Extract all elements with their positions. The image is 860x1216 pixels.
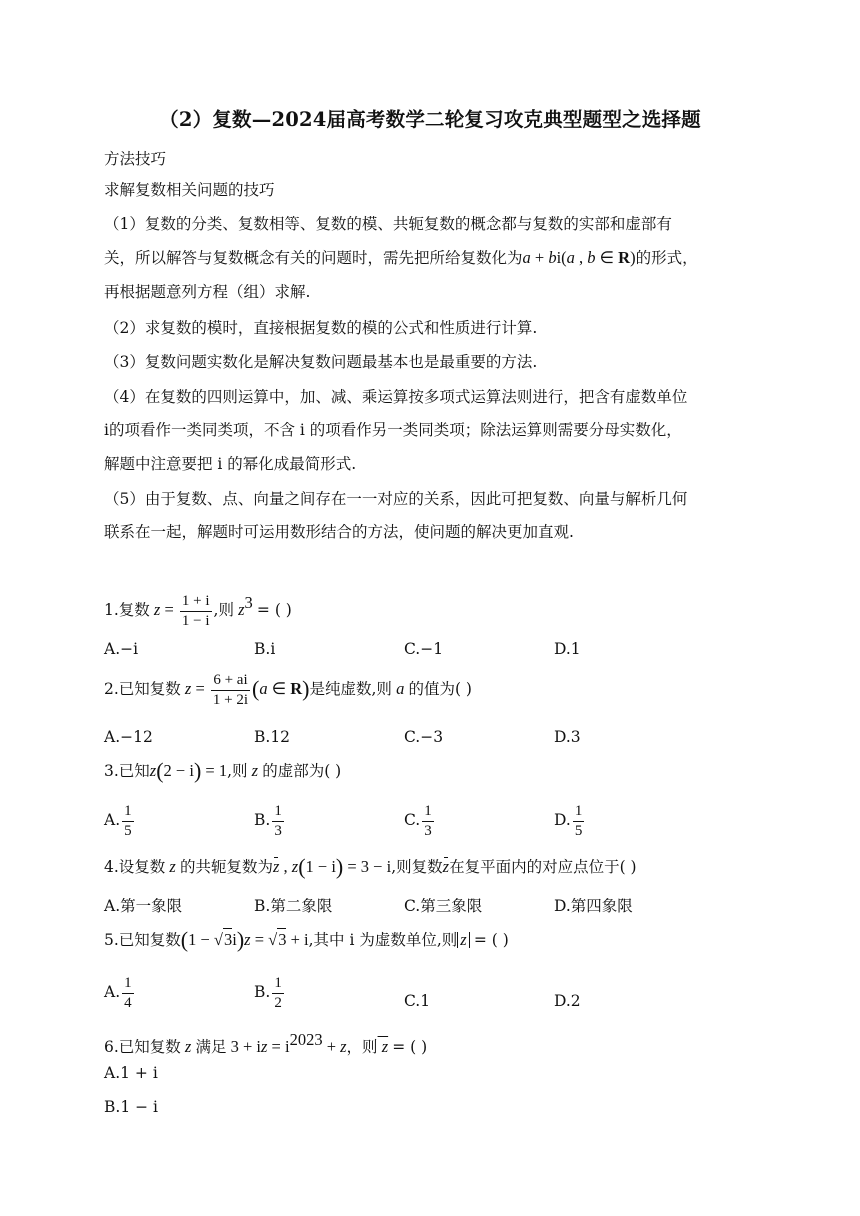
option-b[interactable]: B.12 [254, 728, 291, 746]
fraction: $\frac{1 + i}{1 - i}$ [181, 592, 210, 629]
page-title: （2）复数—2024届高考数学二轮复习攻克典型题型之选择题 [159, 108, 701, 131]
tip-1-line-1: （1）复数的分类、复数相等、复数的模、共轭复数的概念都与复数的实部和虚部有 [104, 215, 672, 233]
option-a[interactable]: A.第一象限 [104, 897, 183, 915]
tip-1-text-b: 的形式， [635, 249, 698, 267]
question-5-options [104, 972, 756, 1016]
tip-2: （2）求复数的模时，直接根据复数的模的公式和性质进行计算. [104, 319, 538, 337]
option-b[interactable]: B. $\frac{1}{3}$ [254, 802, 282, 839]
option-d[interactable]: D.2 [554, 992, 581, 1010]
option-c[interactable]: C.1 [404, 992, 431, 1010]
section-subheading: 求解复数相关问题的技巧 [104, 181, 275, 199]
tip-4-line-2: i的项看作一类同类项，不含 i 的项看作另一类同类项；除法运算则需要分母实数化， [104, 421, 682, 439]
option-b[interactable]: B.i [254, 640, 276, 658]
section-heading: 方法技巧 [104, 150, 167, 168]
question-5-stem: 5.已知复数(1 − √3i)z = √3 + i,其中 i 为虚数单位,则 z = ( ) [104, 927, 509, 952]
option-a[interactable]: A.−i [104, 640, 139, 658]
option-c[interactable]: C. $\frac{1}{3}$ [404, 802, 432, 839]
option-a[interactable]: A. $\frac{1}{5}$ [104, 802, 132, 839]
option-b[interactable]: B. $\frac{1}{2}$ [254, 974, 282, 1011]
question-4-stem: 4.设复数 z 的共轭复数为z , z(1 − i) = 3 − i,则复数z在复平面内的对应点位于( ) [104, 854, 637, 879]
tip-1-line-3: 再根据题意列方程（组）求解. [104, 283, 311, 301]
tip-1-text-a: 关，所以解答与复数概念有关的问题时，需先把所给复数化为 [104, 249, 523, 267]
option-a[interactable]: A. $\frac{1}{4}$ [104, 974, 132, 1011]
tip-5-line-1: （5）由于复数、点、向量之间存在一一对应的关系，因此可把复数、向量与解析几何 [104, 490, 688, 508]
option-d[interactable]: D.3 [554, 728, 581, 746]
question-6-option-a[interactable]: A.1 + i [104, 1064, 158, 1082]
option-a[interactable]: A.−12 [104, 728, 153, 746]
tip-1-line-2: 关，所以解答与复数概念有关的问题时，需先把所给复数化为a + bi(a , b ∈ R)的形式， [104, 248, 698, 267]
option-c[interactable]: C.−3 [404, 728, 444, 746]
question-1-stem: 1.复数 z = $\frac{1 + i}{1 - i}$ ,则 $z^3$ = ( ) [104, 592, 292, 629]
math-a-plus-bi: a [522, 248, 531, 267]
option-d[interactable]: D.第四象限 [554, 897, 633, 915]
question-2-stem: 2.已知复数 z = $\frac{6 + ai}{1 + 2i}$ (a ∈ R)是纯虚数,则 a 的值为( ) [104, 671, 472, 708]
option-c[interactable]: C.第三象限 [404, 897, 483, 915]
tip-4-line-1: （4）在复数的四则运算中，加、减、乘运算按多项式运算法则进行，把含有虚数单位 [104, 388, 688, 406]
option-c[interactable]: C.−1 [404, 640, 444, 658]
option-d[interactable]: D. $\frac{1}{5}$ [554, 802, 583, 839]
question-6-stem: 6.已知复数 z 满足 3 + iz = $i^{2023} + z$，则 z = ( ) [104, 1030, 428, 1056]
tip-3: （3）复数问题实数化是解决复数问题最基本也是最重要的方法. [104, 353, 538, 371]
option-d[interactable]: D.1 [554, 640, 581, 658]
option-b[interactable]: B.第二象限 [254, 897, 333, 915]
fraction: $\frac{6 + ai}{1 + 2i}$ [212, 671, 249, 708]
tip-5-line-2: 联系在一起，解题时可运用数形结合的方法，使问题的解决更加直观. [104, 523, 574, 541]
question-6-option-b[interactable]: B.1 − i [104, 1098, 158, 1116]
question-3-stem: 3.已知z(2 − i) = 1,则 z 的虚部为( ) [104, 758, 342, 783]
question-3-options [104, 800, 756, 844]
tip-4-line-3: 解题中注意要把 i 的幂化成最简形式. [104, 455, 357, 473]
